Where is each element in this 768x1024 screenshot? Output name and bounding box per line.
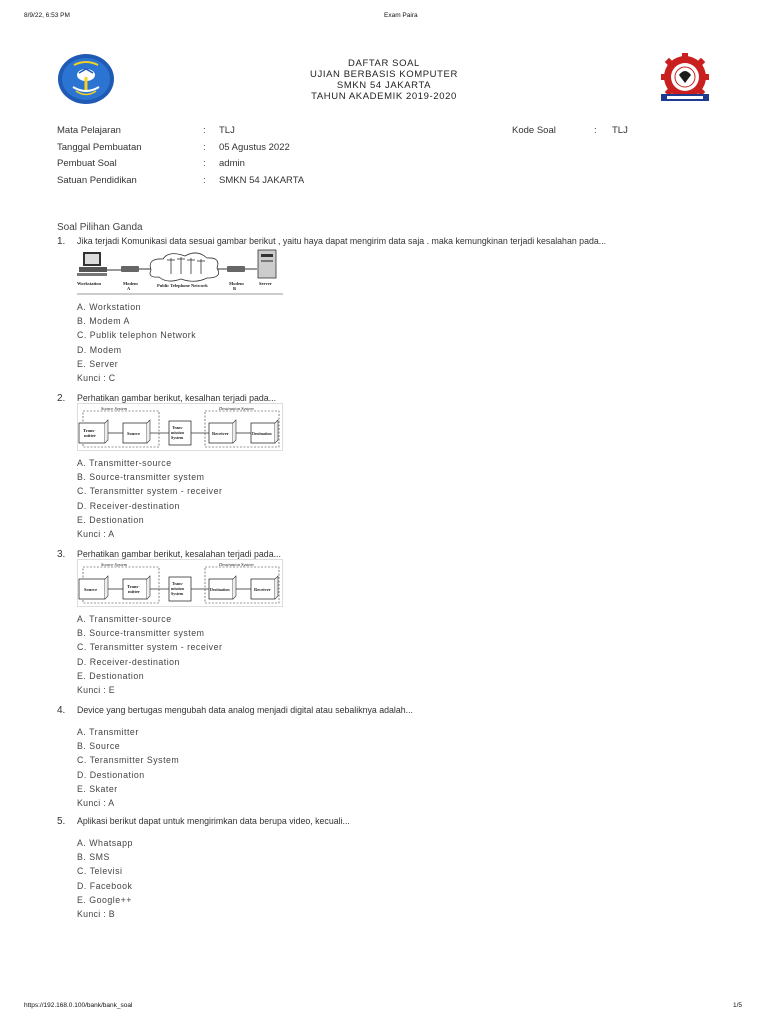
option-b: B. SMS [77, 852, 110, 863]
label-transmission-2: mission [171, 430, 184, 435]
meta-value: admin [219, 158, 245, 169]
label-destination-system: Destination System [219, 406, 254, 411]
option-c: C. Teransmitter system - receiver [77, 642, 223, 653]
label-transmission-3: System [171, 435, 184, 440]
option-b: B. Modem A [77, 316, 130, 327]
option-e: E. Google++ [77, 894, 132, 905]
network-diagram-figure [77, 248, 283, 301]
answer-key: Kunci : A [77, 528, 115, 539]
options-list [77, 300, 196, 385]
question-text: Jika terjadi Komunikasi data sesuai gambar berikut , yaitu haya dapat mengirim data saja . maka kemungkinan terjadi kesalahan pada... [77, 236, 607, 246]
communication-system-diagram [77, 559, 283, 612]
school-emblem-logo [655, 53, 715, 105]
answer-key: Kunci : E [77, 684, 115, 695]
question-text: Device yang bertugas mengubah data analog menjadi digital atau sebaliknya adalah... [77, 705, 413, 715]
label-receiver: Receiver [254, 587, 271, 592]
label-transmitter-2: mitter [128, 589, 140, 594]
print-page-title: Exam Paira [384, 12, 418, 19]
question-text: Aplikasi berikut dapat untuk mengirimkan data berupa video, kecuali... [77, 816, 350, 826]
label-transmitter-1: Trans- [83, 428, 96, 433]
communication-system-diagram [77, 403, 283, 456]
question-number: 4. [57, 705, 66, 716]
option-a: A. Transmitter-source [77, 458, 172, 468]
meta-label: Tanggal Pembuatan [57, 142, 142, 153]
label-destination: Destination [252, 431, 272, 436]
label-source: Source [127, 431, 141, 436]
title-line-3: SMKN 54 JAKARTA [336, 80, 432, 91]
label-modem-b: B [233, 286, 237, 291]
title-line-2: UJIAN BERBASIS KOMPUTER [310, 69, 458, 80]
question-number: 1. [57, 236, 66, 247]
question-text: Perhatikan gambar berikut, kesalahan terjadi pada... [77, 549, 281, 559]
option-e: E. Server [77, 358, 119, 369]
options-list [77, 836, 133, 921]
label-transmission-2: mission [171, 586, 184, 591]
document-title [0, 58, 768, 102]
option-c: C. Televisi [77, 866, 123, 877]
title-line-1: DAFTAR SOAL [348, 58, 420, 69]
title-line-4: TAHUN AKADEMIK 2019-2020 [311, 91, 457, 102]
option-c: C. Teransmitter system - receiver [77, 486, 223, 497]
meta-value: SMKN 54 JAKARTA [219, 175, 305, 186]
label-transmission-1: Trans- [172, 425, 184, 430]
label-transmission-3: System [171, 591, 184, 596]
label-source-system: Source System [101, 562, 127, 567]
meta-colon: : [594, 125, 597, 136]
options-list [77, 456, 222, 541]
option-a: A. Transmitter [77, 727, 139, 737]
label-public-telephone-network: Public Telephone Network [157, 283, 208, 288]
options-list [77, 612, 222, 697]
label-server: Server [259, 281, 272, 286]
label-transmission-1: Trans- [172, 581, 184, 586]
label-workstation: Workstation [77, 281, 102, 286]
print-datetime: 8/9/22, 6:53 PM [24, 12, 70, 19]
option-b: B. Source-transmitter system [77, 628, 205, 639]
option-d: D. Destionation [77, 769, 145, 780]
question-number: 5. [57, 816, 66, 827]
answer-key: Kunci : A [77, 797, 115, 808]
label-destination-system: Destination System [219, 562, 254, 567]
option-b: B. Source-transmitter system [77, 472, 205, 483]
label-transmitter-1: Trans- [127, 584, 140, 589]
question-number: 2. [57, 393, 66, 404]
meta-value: TLJ [612, 125, 628, 136]
label-source-system: Source System [101, 406, 127, 411]
meta-label: Mata Pelajaran [57, 125, 121, 136]
label-receiver: Receiver [212, 431, 229, 436]
label-modem: Modem [123, 281, 138, 286]
option-d: D. Facebook [77, 880, 133, 891]
meta-colon: : [203, 142, 206, 153]
option-e: E. Destionation [77, 514, 145, 525]
option-d: D. Receiver-destination [77, 500, 180, 511]
meta-label: Satuan Pendidikan [57, 175, 137, 186]
meta-colon: : [203, 175, 206, 186]
label-destination: Destination [210, 587, 230, 592]
meta-label: Kode Soal [512, 125, 556, 136]
option-d: D. Modem [77, 344, 122, 355]
option-a: A. Workstation [77, 302, 142, 312]
label-modem: Modem [229, 281, 244, 286]
options-list [77, 725, 179, 810]
option-c: C. Teransmitter System [77, 755, 180, 766]
section-title: Soal Pilihan Ganda [57, 222, 143, 233]
label-modem-a: A [127, 286, 131, 291]
meta-value: 05 Agustus 2022 [219, 142, 290, 153]
option-a: A. Transmitter-source [77, 614, 172, 624]
meta-colon: : [203, 125, 206, 136]
label-source: Source [84, 587, 98, 592]
print-url: https://192.168.0.100/bank/bank_soal [24, 1002, 133, 1009]
meta-value: TLJ [219, 125, 235, 136]
question-number: 3. [57, 549, 66, 560]
print-page-number: 1/5 [733, 1002, 743, 1009]
meta-colon: : [203, 158, 206, 169]
question-text: Perhatikan gambar berikut, kesalhan terjadi pada... [77, 393, 277, 403]
label-transmitter-2: mitter [84, 433, 96, 438]
option-e: E. Skater [77, 783, 118, 794]
option-e: E. Destionation [77, 670, 145, 681]
option-a: A. Whatsapp [77, 838, 133, 848]
answer-key: Kunci : B [77, 908, 115, 919]
meta-label: Pembuat Soal [57, 158, 117, 169]
answer-key: Kunci : C [77, 372, 116, 383]
option-c: C. Publik telephon Network [77, 330, 197, 341]
option-b: B. Source [77, 741, 121, 752]
option-d: D. Receiver-destination [77, 656, 180, 667]
